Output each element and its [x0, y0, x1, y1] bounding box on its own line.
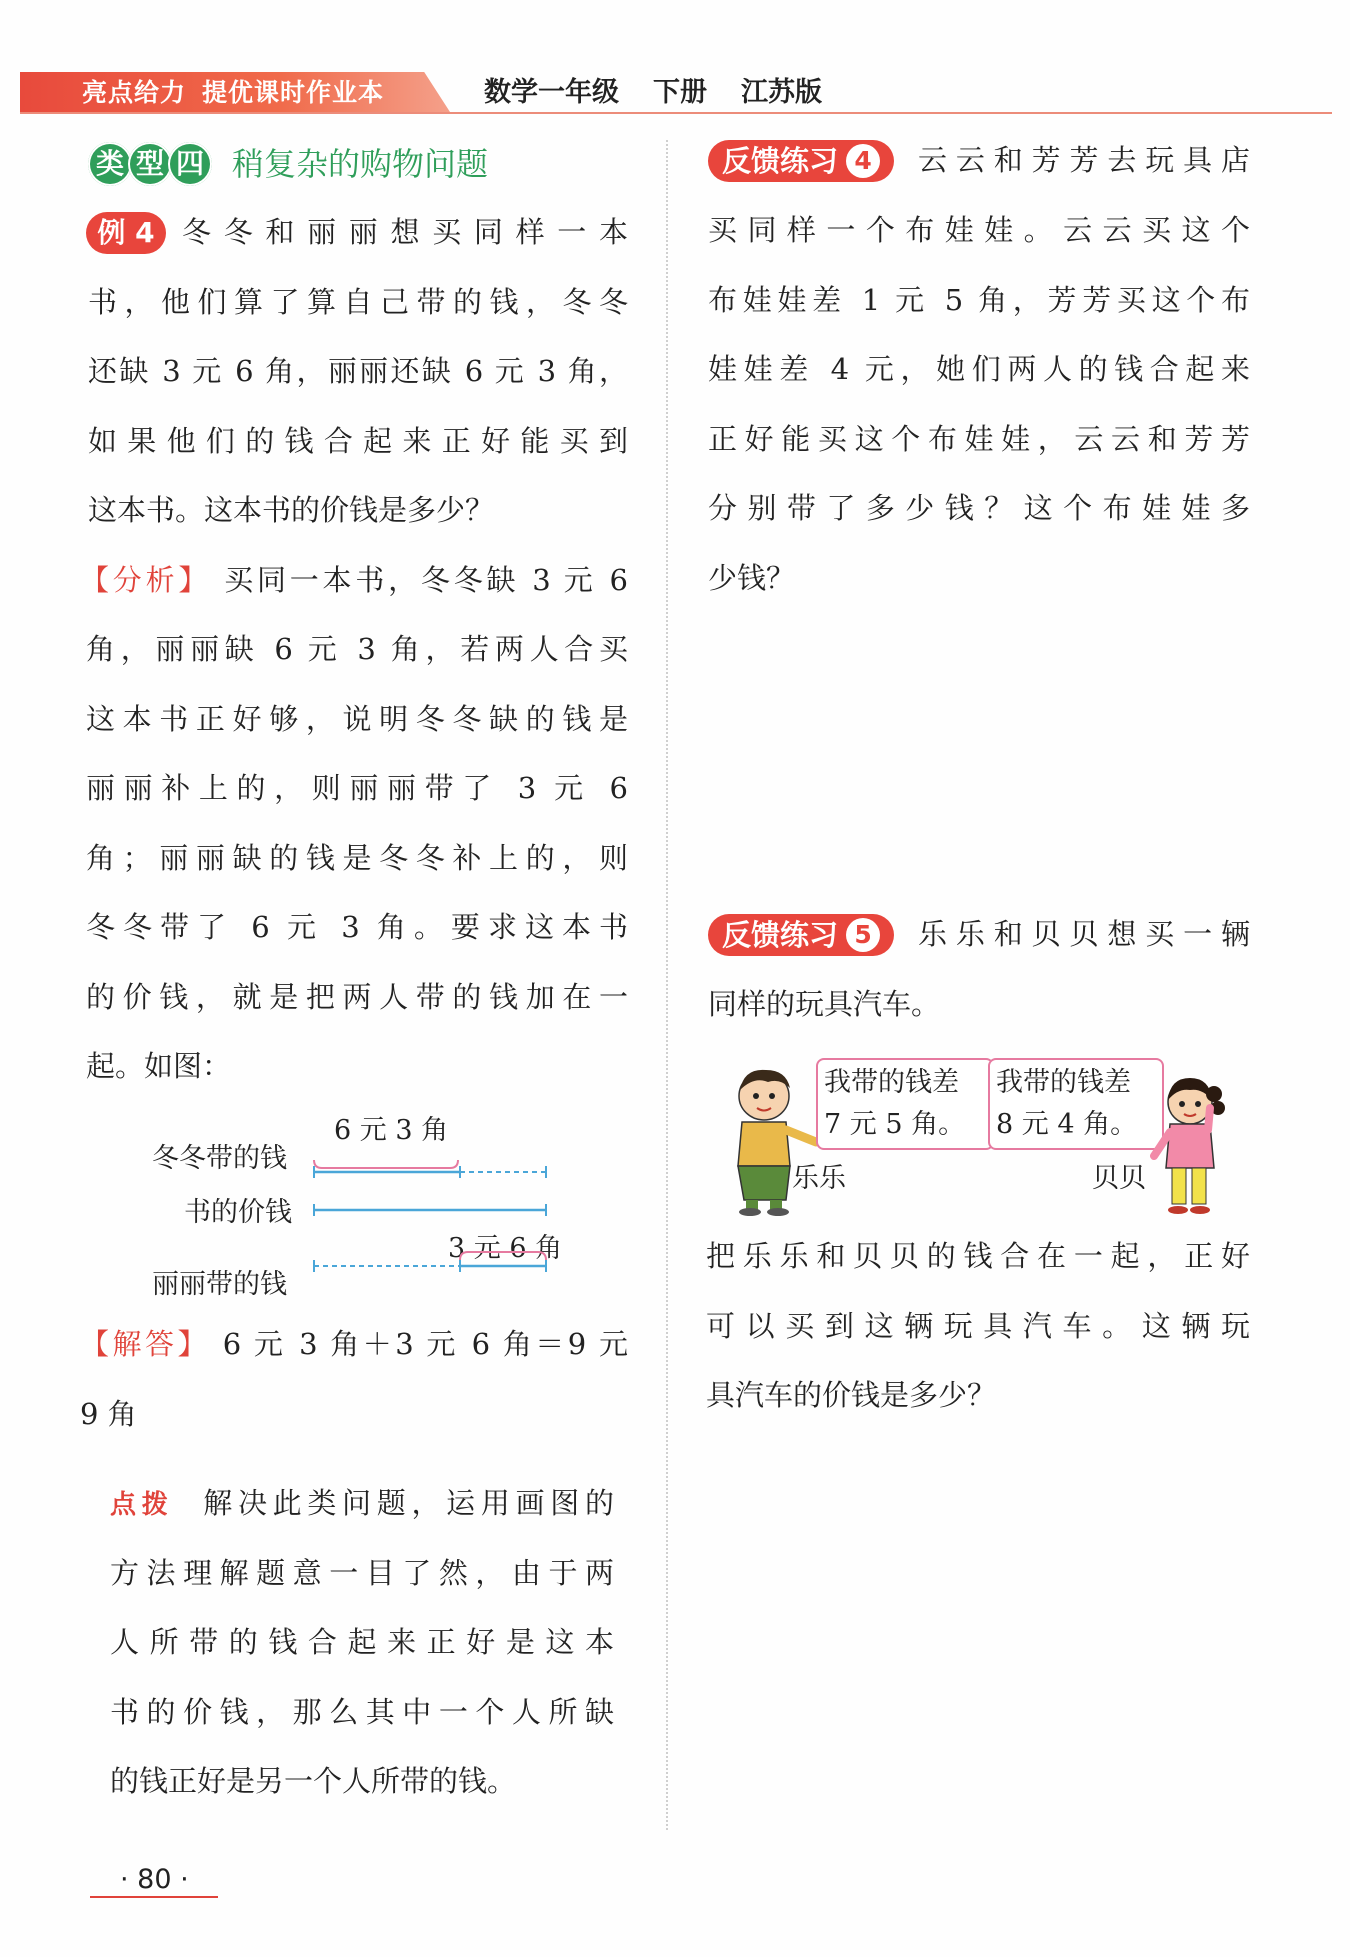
text-line: 还缺 3 元 6 角，丽丽还缺 6 元 3 角，	[88, 354, 628, 388]
diagram-row-label: 书的价钱	[184, 1197, 292, 1228]
text-line: 同样的玩具汽车。	[708, 987, 941, 1021]
text-line: 分别带了多少钱？这个布娃娃多	[708, 491, 1250, 525]
feedback4-badge	[708, 140, 894, 182]
feedback-badge-number: 4	[846, 144, 880, 178]
text-line: 冬冬和丽丽想买同样一本	[182, 215, 628, 249]
feedback-badge-label: 反馈练习	[722, 918, 839, 952]
analysis-label: 【分析】	[80, 562, 212, 597]
feedback-badge-number: 5	[846, 918, 880, 952]
text-line: 如果他们的钱合起来正好能买到	[88, 423, 628, 458]
feedback5-text	[708, 970, 1250, 1040]
diagram-amount-bottom: 3 元 6 角	[448, 1233, 563, 1264]
text-line	[80, 546, 628, 616]
example-first-line	[182, 198, 628, 268]
text-line: 方法理解题意一目了然，由于两	[110, 1555, 614, 1590]
brand-name: 亮点给力	[82, 78, 187, 107]
speech-line: 7 元 5 角。	[824, 1109, 966, 1140]
type-badge-char: 四	[168, 142, 212, 186]
text-line: 云云和芳芳去玩具店	[918, 143, 1250, 177]
text-line: 9 角	[80, 1396, 137, 1431]
page-number-rule	[90, 1896, 218, 1898]
speech-line: 8 元 4 角。	[996, 1109, 1138, 1140]
text-line: 乐乐和贝贝想买一辆	[918, 917, 1250, 951]
feedback-badge-label: 反馈练习	[722, 144, 839, 178]
tip-label: 点拨	[110, 1490, 174, 1520]
volume: 下册	[653, 77, 707, 108]
tip-line: 解决此类问题，运用画图的	[203, 1486, 614, 1520]
tip-text	[110, 1468, 614, 1816]
analysis-text	[86, 615, 628, 1102]
speech-line: 我带的钱差	[824, 1067, 959, 1098]
example-badge: 例 4	[86, 212, 166, 254]
lele-name: 乐乐	[792, 1163, 846, 1194]
answer-label: 【解答】	[80, 1327, 210, 1361]
brand-series: 提优课时作业本	[202, 78, 385, 107]
text-line: 少钱？	[708, 560, 796, 595]
text-line: 娃娃差 4 元，她们两人的钱合起来	[708, 352, 1250, 386]
answer-line: 6 元 3 角＋3 元 6 角＝9 元	[222, 1327, 628, 1361]
page-number-text: · 80 ·	[120, 1864, 189, 1895]
line-segment-diagram	[300, 1140, 563, 1290]
feedback4-text	[708, 196, 1250, 613]
text-line: 的价钱，就是把两人带的钱加在一	[86, 979, 628, 1014]
header-brand	[82, 76, 384, 110]
feedback5-question	[706, 1222, 1250, 1431]
diagram-row-label: 丽丽带的钱	[152, 1269, 287, 1300]
brace-top	[314, 1160, 458, 1168]
type-badge	[88, 142, 208, 186]
text-line: 角，丽丽缺 6 元 3 角，若两人合买	[86, 632, 628, 666]
text-line: 具汽车的价钱是多少？	[706, 1378, 997, 1412]
text-line: 这本书。这本书的价钱是多少？	[88, 493, 495, 527]
text-line: 起。如图：	[86, 1049, 232, 1083]
answer-text	[80, 1310, 628, 1449]
analysis-line: 买同一本书，冬冬缺 3 元 6	[224, 562, 629, 597]
example-text	[88, 268, 628, 546]
feedback5-first-line	[918, 900, 1250, 970]
header-rule	[20, 112, 1332, 114]
beibei-girl-illustration	[1148, 1072, 1228, 1218]
feedback4-first-line	[918, 126, 1250, 196]
brace-bottom	[460, 1252, 546, 1260]
type-title: 稍复杂的购物问题	[232, 145, 489, 183]
diagram-amount-top: 6 元 3 角	[334, 1115, 449, 1146]
text-line: 丽丽补上的，则丽丽带了 3 元 6	[86, 771, 628, 805]
beibei-name: 贝贝	[1092, 1163, 1146, 1194]
text-line	[110, 1468, 614, 1538]
text-line: 把乐乐和贝贝的钱合在一起，正好	[706, 1239, 1250, 1273]
header-subject	[484, 74, 856, 112]
type-badge-char: 类	[88, 142, 132, 186]
text-line	[80, 1310, 628, 1380]
text-line: 买同样一个布娃娃。云云买这个	[708, 213, 1250, 247]
analysis-first-line	[80, 546, 628, 616]
diagram-row-label: 冬冬带的钱	[152, 1143, 287, 1174]
subject-grade: 数学一年级	[484, 77, 619, 108]
lele-speech-bubble	[816, 1058, 994, 1150]
page-number	[90, 1862, 189, 1898]
text-line: 人所带的钱合起来正好是这本	[110, 1625, 614, 1659]
speech-line: 我带的钱差	[996, 1067, 1131, 1098]
text-line: 书的价钱，那么其中一个人所缺	[110, 1694, 614, 1729]
type-badge-char: 型	[128, 142, 172, 186]
text-line: 这本书正好够，说明冬冬缺的钱是	[86, 701, 628, 736]
text-line: 可以买到这辆玩具汽车。这辆玩	[706, 1308, 1250, 1343]
column-divider	[666, 140, 668, 1830]
text-line: 冬冬带了 6 元 3 角。要求这本书	[86, 910, 628, 944]
feedback5-badge	[708, 914, 894, 956]
text-line: 的钱正好是另一个人所带的钱。	[110, 1764, 517, 1798]
text-line: 布娃娃差 1 元 5 角，芳芳买这个布	[708, 282, 1250, 317]
text-line: 正好能买这个布娃娃，云云和芳芳	[708, 421, 1250, 456]
beibei-speech-bubble	[988, 1058, 1164, 1150]
text-line: 角；丽丽缺的钱是冬冬补上的，则	[86, 840, 628, 875]
edition: 江苏版	[741, 77, 822, 108]
text-line: 书，他们算了算自己带的钱，冬冬	[88, 284, 628, 319]
